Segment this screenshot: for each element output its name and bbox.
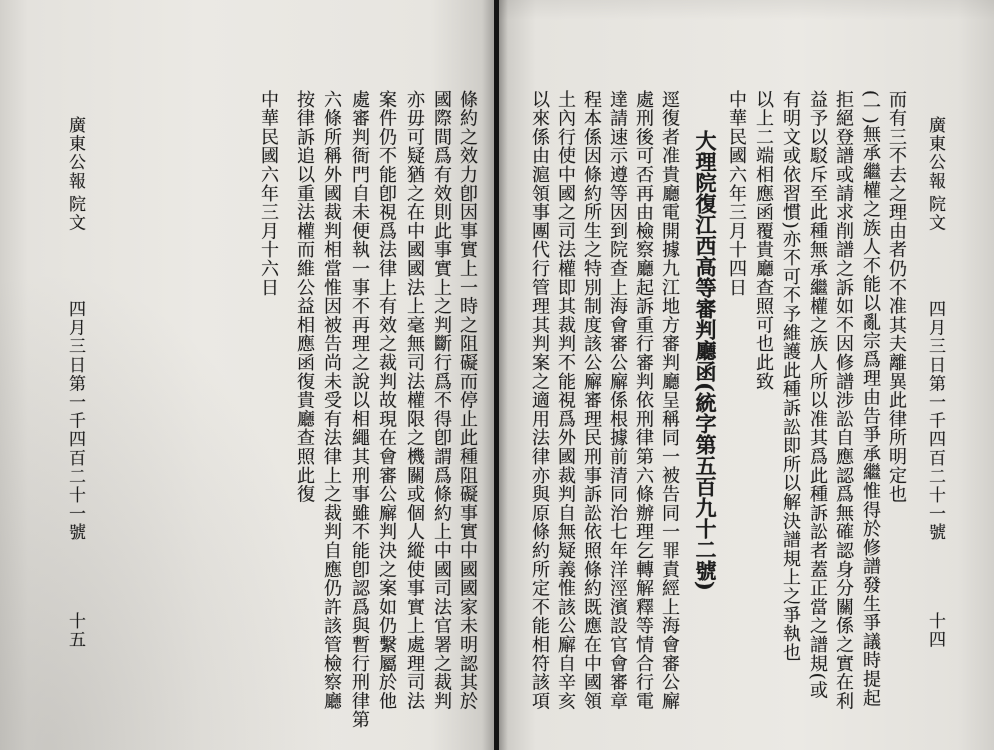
- text-column: 條約之效力卽因事實上一時之阻礙而停止此種阻礙事實中國國家未明認其於: [457, 90, 478, 711]
- section-name: 院文: [65, 195, 85, 233]
- text-column: 而有三不去之理由者仍不准其夫離異此律所明定也: [886, 90, 907, 504]
- text-column: 程本係因條約所生之特別制度該公廨審理民刑事訴訟依照條約既應在中國領: [581, 90, 602, 711]
- text-column: 逕復者准貴廳電開據九江地方審判廳呈稱同一被告同一罪責經上海會審公廨: [659, 90, 680, 711]
- text-column: 案件仍不能卽視爲法律上有效之裁判故現在會審公廨判決之案如仍繫屬於他: [376, 90, 397, 711]
- text-column: 拒絕登譜或請求削譜之訴如不因修譜涉訟自應認爲無確認身分關係之實在利: [833, 90, 854, 711]
- text-column: 處刑後可否再由檢察廳起訴重行審判依刑律第六條辦理乞轉解釋等情合行電: [633, 90, 654, 711]
- book-spine: [494, 0, 499, 750]
- right-page: [498, 0, 994, 750]
- issue-number: 四月三日第一千四百二十一號: [925, 300, 945, 542]
- issue-number: 四月三日第一千四百二十一號: [65, 300, 85, 542]
- text-column: 國際間爲有效則此事實上之判斷行爲不得卽謂爲條約上中國司法官署之裁判: [431, 90, 452, 711]
- text-column: 亦毋可疑猶之在中國國法上毫無司法權限之機關或個人縱使事實上處理司法: [404, 90, 425, 711]
- date-line: 中華民國六年三月十六日: [258, 90, 279, 297]
- page-number: 十四: [925, 612, 945, 650]
- text-column: 益予以駁斥至此種無承繼權之族人所以准其爲此種訴訟者蓋正當之譜規(或: [807, 90, 828, 700]
- text-column: 以來係由滬領事團代行管理其判案之適用法律亦與原條約所定不能相符該項: [529, 90, 550, 711]
- text-column: 按律訴追以重法權而維公益相應函復貴廳查照此復: [294, 90, 315, 504]
- publication-name: 廣東公報: [925, 116, 945, 191]
- text-column: (一)無承繼權之族人不能以亂宗爲理由告爭承繼惟得於修譜發生爭議時提起: [860, 90, 881, 708]
- publication-name: 廣東公報: [65, 116, 85, 191]
- section-name: 院文: [925, 195, 945, 233]
- text-column: 以上二端相應函覆貴廳查照可也此致: [753, 90, 774, 391]
- page-number: 十五: [65, 612, 85, 650]
- letter-title: 大理院復江西高等審判廳函(統字第五百九十二號): [693, 130, 718, 591]
- text-column: 處審判衙門自未便執一事不再理之說以相繩其刑事雖不能卽認爲與暫行刑律第: [349, 90, 370, 730]
- text-column: 達請速示遵等因到院查上海會審公廨係根據前清同治七年洋涇濱設官會審章: [607, 90, 628, 711]
- date-line: 中華民國六年三月十四日: [726, 90, 747, 297]
- text-column: 有明文或依習慣)亦不可不予維護此種訴訟即所以解決譜規上之爭執也: [780, 90, 801, 662]
- left-page: [0, 0, 496, 750]
- text-column: 六條所稱外國裁判相當惟因被告尚未受有法律上之裁判自應仍許該管檢察廳: [321, 90, 342, 711]
- text-column: 土內行使中國之司法權即其裁判不能視爲外國裁判自無疑義惟該公廨自辛亥: [555, 90, 576, 711]
